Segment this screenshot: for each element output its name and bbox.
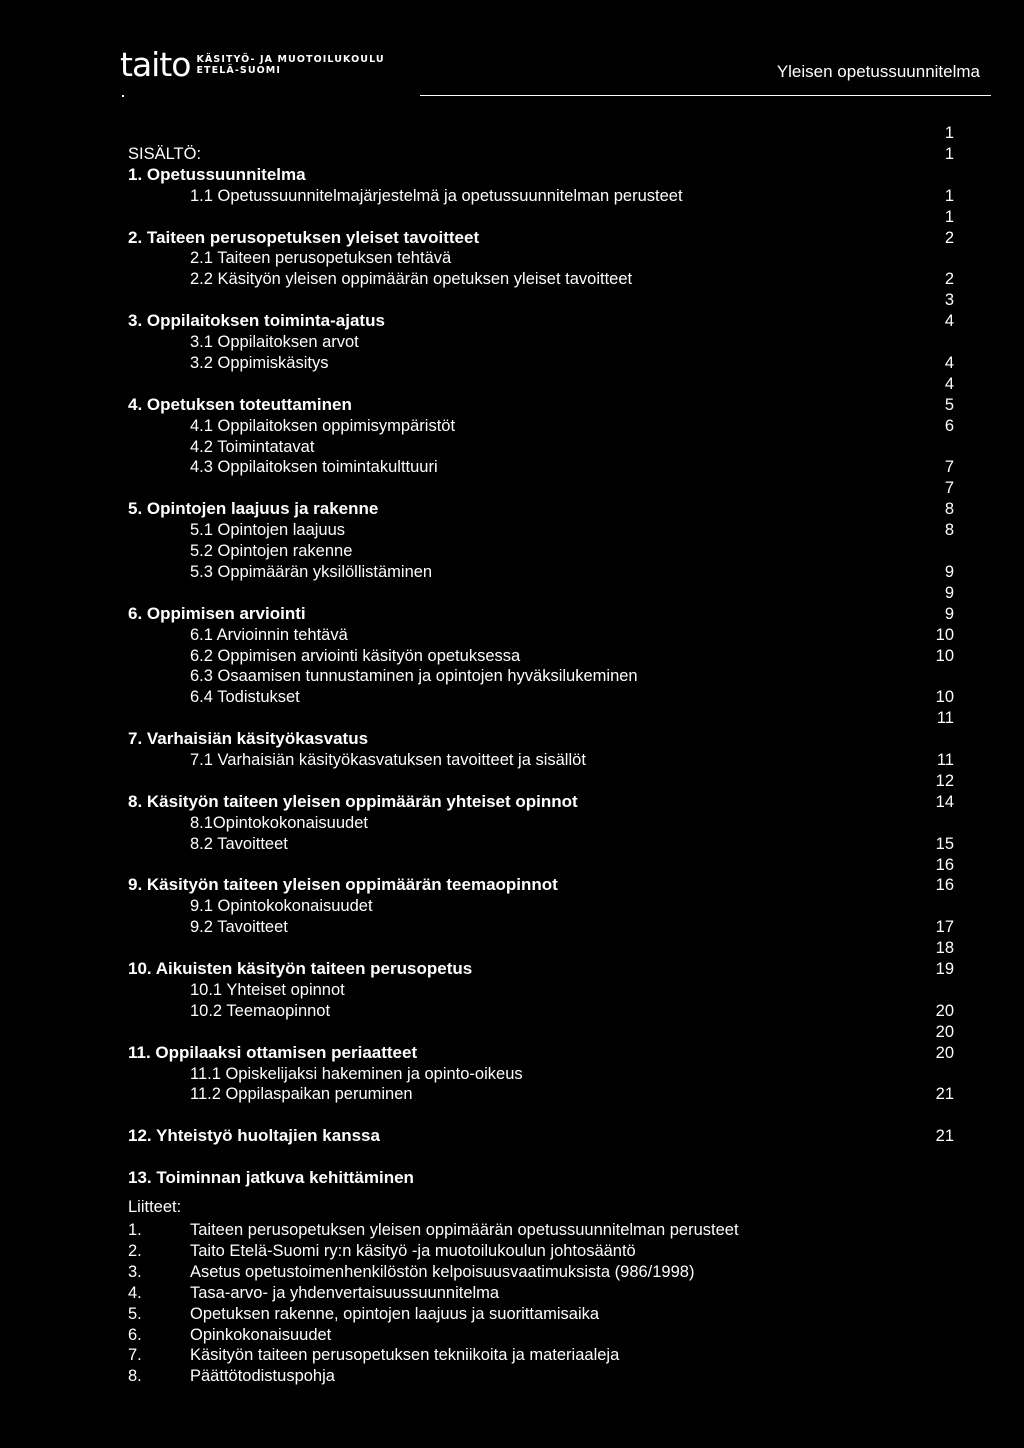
toc-subsection-row bbox=[0, 645, 1024, 667]
toc-page-number: 9 bbox=[944, 562, 954, 581]
toc-page-number: 4 bbox=[944, 353, 954, 372]
toc-spacer-row bbox=[0, 1146, 1024, 1168]
toc-section-title: 13. Toiminnan jatkuva kehittäminen bbox=[128, 1168, 414, 1187]
toc-entry-title: 6.3 Osaamisen tunnustaminen ja opintojen hyväksilukeminen bbox=[190, 667, 638, 686]
attachment-number: 5. bbox=[128, 1304, 142, 1323]
toc-section-title: 12. Yhteistyö huoltajien kanssa bbox=[128, 1126, 380, 1146]
attachment-number: 3. bbox=[128, 1262, 142, 1281]
toc-page-number: 6 bbox=[944, 416, 954, 435]
attachment-number: 6. bbox=[128, 1325, 142, 1344]
toc-section-title: 10. Aikuisten käsityön taiteen perusopetus bbox=[128, 959, 473, 978]
toc-page-number: 1 bbox=[944, 186, 954, 205]
attachment-title: Opetuksen rakenne, opintojen laajuus ja suorittamisaika bbox=[190, 1304, 600, 1323]
toc-spacer-row bbox=[0, 477, 1024, 499]
toc-page-number: 14 bbox=[935, 792, 954, 811]
toc-spacer-row bbox=[0, 1104, 1024, 1126]
logo bbox=[120, 45, 385, 84]
toc-page-number: 12 bbox=[935, 771, 954, 790]
toc-subsection-row bbox=[0, 436, 1024, 458]
toc-page-number: 20 bbox=[935, 1043, 954, 1062]
toc-section-row bbox=[0, 164, 1024, 186]
header-mark bbox=[122, 95, 124, 97]
toc-page-number: 20 bbox=[935, 1022, 954, 1041]
toc-entry-title: 7.1 Varhaisiän käsityökasvatuksen tavoitteet ja sisällöt bbox=[190, 751, 586, 769]
toc-spacer-row bbox=[0, 582, 1024, 604]
logo-subtitle-line2: ETELÄ-SUOMI bbox=[196, 64, 281, 76]
toc-spacer-row bbox=[0, 373, 1024, 395]
toc-page-number: 19 bbox=[935, 960, 954, 978]
attachment-title: Asetus opetustoimenhenkilöstön kelpoisuusvaatimuksista (986/1998) bbox=[190, 1262, 695, 1281]
toc-section-row bbox=[0, 394, 1024, 416]
toc-section-row bbox=[0, 958, 1024, 980]
toc-spacer-row bbox=[0, 289, 1024, 311]
toc-page-number: 7 bbox=[944, 458, 954, 477]
toc-section-title: 8. Käsityön taiteen yleisen oppimäärän yhteiset opinnot bbox=[128, 791, 578, 811]
toc-entry-title: 10.1 Yhteiset opinnot bbox=[190, 980, 345, 999]
logo-wordmark: taito bbox=[120, 45, 191, 84]
toc-entry-title: 3.1 Oppilaitoksen arvot bbox=[190, 333, 359, 351]
toc-subsection-row bbox=[0, 895, 1024, 917]
document-title: Yleisen opetussuunnitelma bbox=[776, 62, 980, 81]
toc-page-number: 11 bbox=[936, 751, 954, 769]
toc-page-number: 8 bbox=[944, 521, 954, 540]
toc-spacer-row bbox=[0, 206, 1024, 228]
toc-subsection-row bbox=[0, 833, 1024, 855]
header-divider bbox=[420, 95, 991, 96]
toc-entry-title: 6.2 Oppimisen arviointi käsityön opetuksessa bbox=[190, 646, 521, 665]
toc-entry-title: 4.2 Toimintatavat bbox=[190, 437, 315, 456]
attachment-title: Päättötodistuspohja bbox=[190, 1367, 335, 1386]
attachment-title: Taito Etelä-Suomi ry:n käsityö -ja muotoilukoulun johtosääntö bbox=[190, 1241, 636, 1260]
toc-entry-title: 10.2 Teemaopinnot bbox=[190, 1001, 331, 1020]
logo-subtitle-line1: KÄSITYÖ- JA MUOTOILUKOULU bbox=[196, 53, 385, 65]
toc-entry-title: 3.2 Oppimiskäsitys bbox=[190, 353, 329, 372]
toc-subsection-row bbox=[0, 665, 1024, 687]
toc-section-row bbox=[0, 227, 1024, 249]
toc-page-number: 1 bbox=[944, 207, 954, 226]
toc-section-title: 9. Käsityön taiteen yleisen oppimäärän teemaopinnot bbox=[128, 875, 558, 895]
toc-page-number: 1 bbox=[944, 124, 954, 142]
toc-entry-title: 5.1 Opintojen laajuus bbox=[190, 521, 346, 540]
toc-page-number: 16 bbox=[935, 876, 954, 895]
toc-section-title: 2. Taiteen perusopetuksen yleiset tavoitteet bbox=[128, 227, 480, 247]
toc-page-number: 1 bbox=[944, 144, 954, 163]
toc-section-row bbox=[0, 874, 1024, 896]
toc-page-number: 20 bbox=[935, 1001, 954, 1020]
toc-subsection-row bbox=[0, 686, 1024, 708]
toc-entry-title: 5.3 Oppimäärän yksilöllistäminen bbox=[190, 562, 433, 581]
toc-spacer-row bbox=[0, 1021, 1024, 1043]
toc-page-number: 4 bbox=[944, 374, 954, 393]
toc-entry-title: SISÄLTÖ: bbox=[128, 144, 202, 163]
toc-section-title: 1. Opetussuunnitelma bbox=[128, 164, 306, 184]
toc-entry-title: 6.1 Arvioinnin tehtävä bbox=[190, 625, 348, 644]
attachments-heading: Liitteet: bbox=[128, 1198, 182, 1216]
toc-subsection-row bbox=[0, 1000, 1024, 1022]
toc-entry-title: 11.1 Opiskelijaksi hakeminen ja opinto-oikeus bbox=[190, 1064, 523, 1083]
attachment-title: Opinkokonaisuudet bbox=[190, 1325, 332, 1344]
toc-section-row bbox=[0, 1125, 1024, 1147]
toc-section-title: 11. Oppilaaksi ottamisen periaatteet bbox=[128, 1042, 418, 1062]
toc-subsection-row bbox=[0, 624, 1024, 646]
toc-section-row bbox=[0, 1167, 1024, 1189]
toc-page-number: 16 bbox=[935, 855, 954, 874]
toc-subsection-row bbox=[0, 812, 1024, 834]
toc-spacer-row bbox=[0, 122, 1024, 144]
attachment-number: 1. bbox=[128, 1221, 142, 1239]
toc-entry-title: 4.3 Oppilaitoksen toimintakulttuuri bbox=[190, 458, 438, 477]
toc-section-title: 6. Oppimisen arviointi bbox=[128, 603, 306, 623]
toc-subsection-row bbox=[0, 352, 1024, 374]
toc-entry-title: 1.1 Opetussuunnitelmajärjestelmä ja opetussuunnitelman perusteet bbox=[190, 186, 683, 205]
toc-page-number: 9 bbox=[944, 583, 954, 602]
toc-page-number: 2 bbox=[944, 228, 954, 247]
toc-subsection-row bbox=[0, 415, 1024, 437]
toc-subsection-row bbox=[0, 456, 1024, 478]
toc-entry-title: 5.2 Opintojen rakenne bbox=[190, 542, 353, 560]
toc-page-number: 21 bbox=[935, 1085, 954, 1104]
toc-section-row bbox=[0, 791, 1024, 813]
toc-subsection-row bbox=[0, 979, 1024, 1001]
toc-section-row bbox=[0, 310, 1024, 332]
toc-subsection-row bbox=[0, 561, 1024, 583]
toc-entry-title: 9.2 Tavoitteet bbox=[190, 918, 288, 937]
logo-subtitle bbox=[196, 54, 384, 76]
toc-page-number: 5 bbox=[944, 395, 954, 414]
toc-page-number: 10 bbox=[935, 625, 954, 644]
attachment-title: Käsityön taiteen perusopetuksen tekniikoita ja materiaaleja bbox=[190, 1346, 620, 1365]
toc-entry-title: 2.1 Taiteen perusopetuksen tehtävä bbox=[190, 249, 452, 268]
attachment-number: 8. bbox=[128, 1367, 142, 1386]
toc-subsection-row bbox=[0, 916, 1024, 938]
toc-page-number: 9 bbox=[944, 604, 954, 623]
toc-entry-title: 6.4 Todistukset bbox=[190, 688, 300, 707]
attachment-number: 4. bbox=[128, 1283, 142, 1302]
toc-subsection-row bbox=[0, 519, 1024, 541]
toc-page-number: 2 bbox=[944, 270, 954, 289]
toc-section-title: 4. Opetuksen toteuttaminen bbox=[128, 394, 352, 414]
toc-page-number: 4 bbox=[944, 312, 954, 331]
toc-spacer-row bbox=[0, 770, 1024, 792]
toc-subsection-row bbox=[0, 268, 1024, 290]
toc-subsection-row bbox=[0, 331, 1024, 353]
toc-spacer-row bbox=[0, 854, 1024, 876]
toc-entry-title: 8.2 Tavoitteet bbox=[190, 834, 288, 853]
toc-page-number: 8 bbox=[944, 500, 954, 519]
attachment-number: 2. bbox=[128, 1241, 142, 1260]
toc-page-number: 17 bbox=[935, 918, 954, 937]
toc-entry-title: 9.1 Opintokokonaisuudet bbox=[190, 897, 373, 916]
toc-subsection-row bbox=[0, 540, 1024, 562]
toc-page-number: 7 bbox=[944, 479, 954, 498]
toc-section-row bbox=[0, 498, 1024, 520]
toc-page-number: 10 bbox=[935, 646, 954, 665]
toc-subsection-row bbox=[0, 1063, 1024, 1085]
toc-page-number: 18 bbox=[935, 939, 954, 958]
toc-spacer-row bbox=[0, 707, 1024, 729]
attachment-title: Taiteen perusopetuksen yleisen oppimäärän opetussuunnitelman perusteet bbox=[190, 1221, 739, 1239]
toc-page-number: 11 bbox=[936, 709, 954, 728]
attachment-number: 7. bbox=[128, 1346, 142, 1365]
toc-subsection-row bbox=[0, 247, 1024, 269]
toc-section-row bbox=[0, 728, 1024, 750]
toc-entry-title: 11.2 Oppilaspaikan peruminen bbox=[190, 1085, 413, 1104]
toc-section-row bbox=[0, 603, 1024, 625]
toc-page-number: 21 bbox=[935, 1127, 954, 1146]
toc-entry-title: 4.1 Oppilaitoksen oppimisympäristöt bbox=[190, 416, 456, 435]
toc-section-title: 5. Opintojen laajuus ja rakenne bbox=[128, 499, 379, 519]
attachment-title: Tasa-arvo- ja yhdenvertaisuussuunnitelma bbox=[190, 1283, 500, 1302]
toc-subsection-row bbox=[0, 143, 1024, 165]
toc-section-row bbox=[0, 1042, 1024, 1064]
toc-subsection-row bbox=[0, 749, 1024, 771]
toc-section-title: 3. Oppilaitoksen toiminta-ajatus bbox=[128, 311, 385, 331]
toc-spacer-row bbox=[0, 937, 1024, 959]
toc-page-number: 15 bbox=[935, 834, 954, 853]
toc-entry-title: 2.2 Käsityön yleisen oppimäärän opetuksen yleiset tavoitteet bbox=[190, 270, 633, 289]
toc-entry-title: 8.1Opintokokonaisuudet bbox=[190, 813, 368, 832]
toc-subsection-row bbox=[0, 185, 1024, 207]
toc-page-number: 10 bbox=[935, 688, 954, 707]
toc-subsection-row bbox=[0, 1083, 1024, 1105]
toc-section-title: 7. Varhaisiän käsityökasvatus bbox=[128, 729, 369, 749]
toc-page-number: 3 bbox=[944, 291, 954, 310]
